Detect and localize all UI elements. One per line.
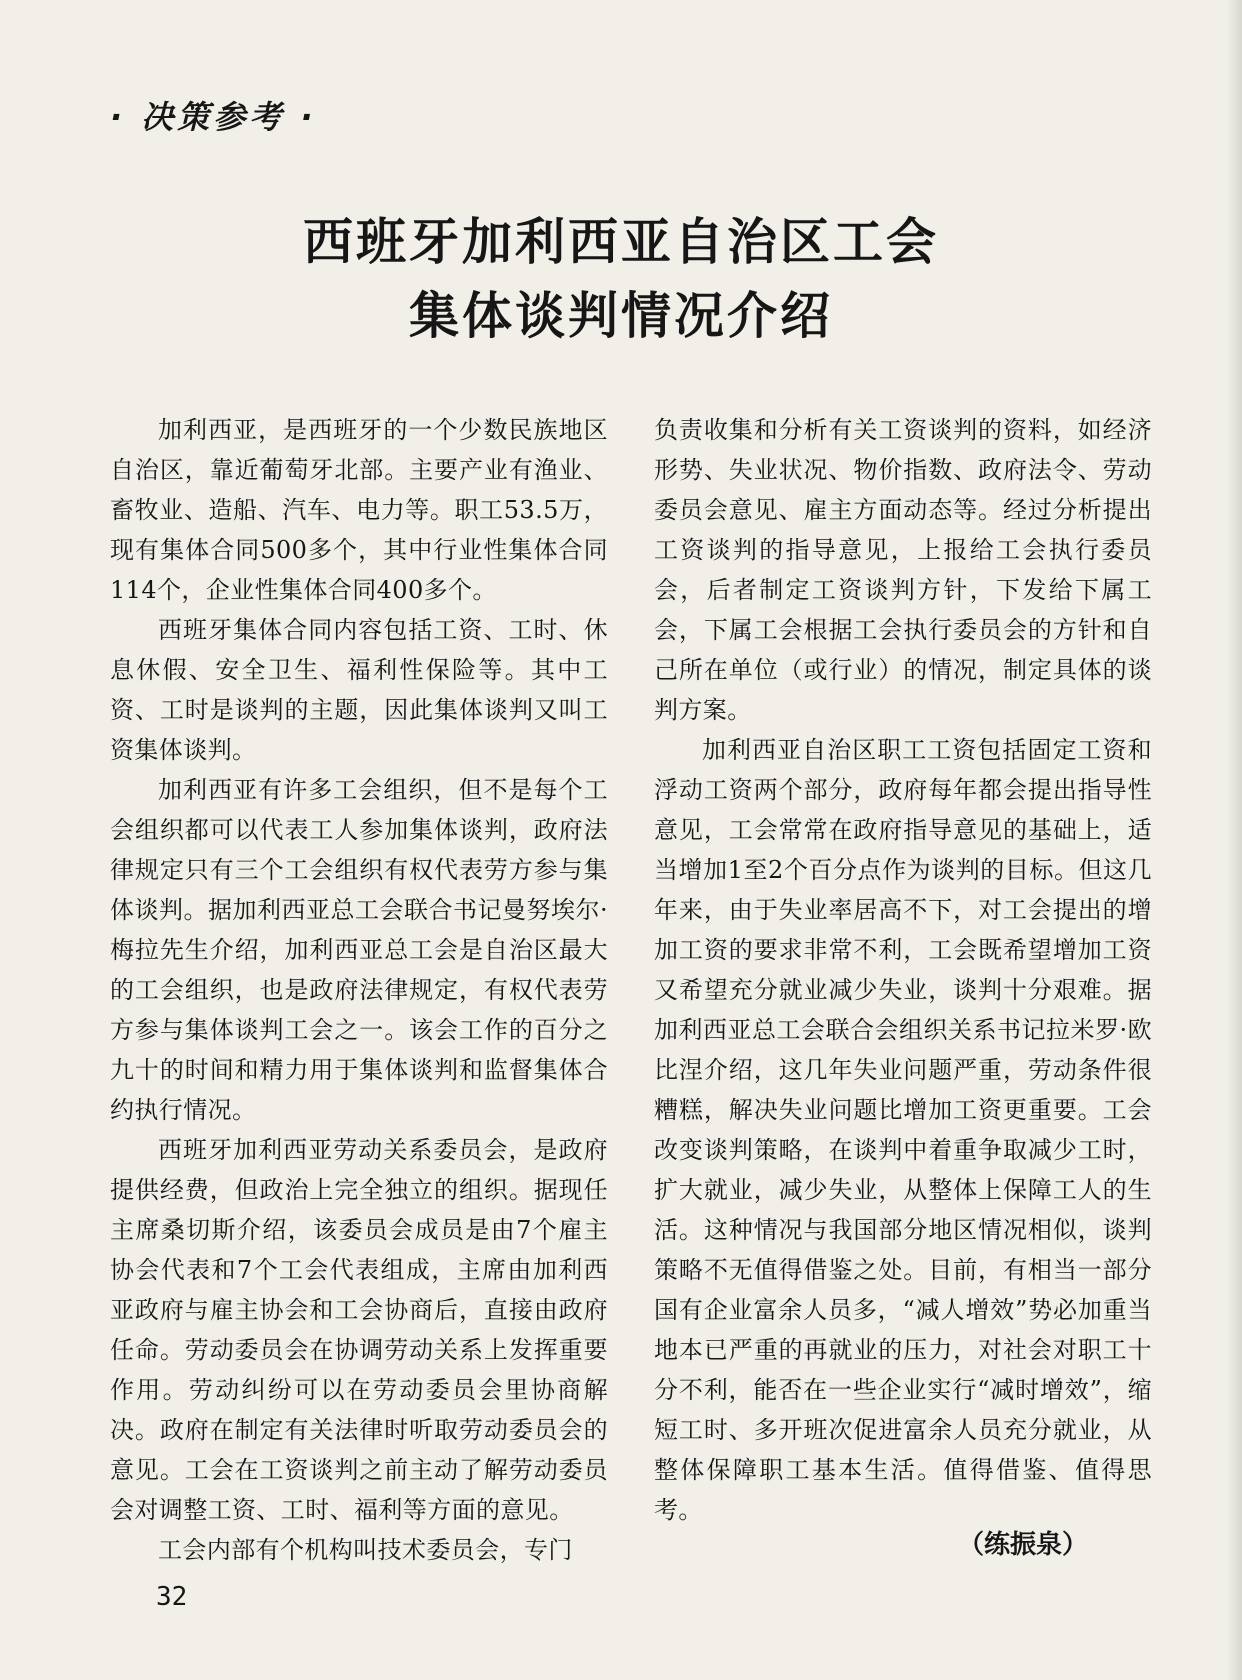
paragraph: 西班牙加利西亚劳动关系委员会，是政府提供经费，但政治上完全独立的组织。据现任主席桑切斯介绍，该委员会成员是由7个雇主协会代表和7个工会代表组成，主席由加利西亚政府与雇主协会和工会协商后，直接由政府任命。劳动委员会在协调劳动关系上发挥重要作用。劳动纠纷可以在劳动委员会里协商解决。政府在制定有关法律时听取劳动委员会的意见。工会在工资谈判之前主动了解劳动委员会对调整工资、工时、福利等方面的意见。 <box>110 1136 608 1524</box>
page-number: 32 <box>156 1582 188 1612</box>
paragraph: 西班牙集体合同内容包括工资、工时、休息休假、安全卫生、福利性保险等。其中工资、工时是谈判的主题，因此集体谈判又叫工资集体谈判。 <box>110 616 608 764</box>
article-title-line-1: 西班牙加利西亚自治区工会 <box>303 213 939 271</box>
paragraph: 加利西亚自治区职工工资包括固定工资和浮动工资两个部分，政府每年都会提出指导性意见，工会常常在政府指导意见的基础上，适当增加1至2个百分点作为谈判的目标。但这几年来，由于失业率居高不下，对工会提出的增加工资的要求非常不利，工会既希望增加工资又希望充分就业减少失业，谈判十分艰难。据加利西亚总工会联合会组织关系书记拉米罗·欧比涅介绍，这几年失业问题严重，劳动条件很糟糕，解决失业问题比增加工资更重要。工会改变谈判策略，在谈判中着重争取减少工时，扩大就业，减少失业，从整体上保障工人的生活。这种情况与我国部分地区情况相似，谈判策略不无值得借鉴之处。目前，有相当一部分国有企业富余人员多，“减人增效”势必加重当地本已严重的再就业的压力，对社会对职工十分不利，能否在一些企业实行“减时增效”，缩短工时、多开班次促进富余人员充分就业，从整体保障职工基本生活。值得借鉴、值得思考。 <box>654 736 1152 1524</box>
paragraph: 加利西亚有许多工会组织，但不是每个工会组织都可以代表工人参加集体谈判，政府法律规定只有三个工会组织有权代表劳方参与集体谈判。据加利西亚总工会联合书记曼努埃尔·梅拉先生介绍，加利西亚总工会是自治区最大的工会组织，也是政府法律规定，有权代表劳方参与集体谈判工会之一。该会工作的百分之九十的时间和精力用于集体谈判和监督集体合约执行情况。 <box>110 776 608 1124</box>
right-column <box>654 410 1152 1530</box>
paragraph: 工会内部有个机构叫技术委员会，专门 <box>158 1536 573 1564</box>
left-column <box>110 410 608 1570</box>
author-credit: （练振泉） <box>958 1530 1089 1560</box>
paragraph: 加利西亚，是西班牙的一个少数民族地区自治区，靠近葡萄牙北部。主要产业有渔业、畜牧业、造船、汽车、电力等。职工53.5万，现有集体合同500多个，其中行业性集体合同114个，企业性集体合同400多个。 <box>110 416 608 604</box>
column-label: · 决策参考 · <box>110 98 317 136</box>
article-title-line-2: 集体谈判情况介绍 <box>409 287 833 345</box>
paragraph-continued: 负责收集和分析有关工资谈判的资料，如经济形势、失业状况、物价指数、政府法令、劳动委员会意见、雇主方面动态等。经过分析提出工资谈判的指导意见，上报给工会执行委员会，后者制定工资谈判方针，下发给下属工会，下属工会根据工会执行委员会的方针和自己所在单位（或行业）的情况，制定具体的谈判方案。 <box>654 416 1152 724</box>
